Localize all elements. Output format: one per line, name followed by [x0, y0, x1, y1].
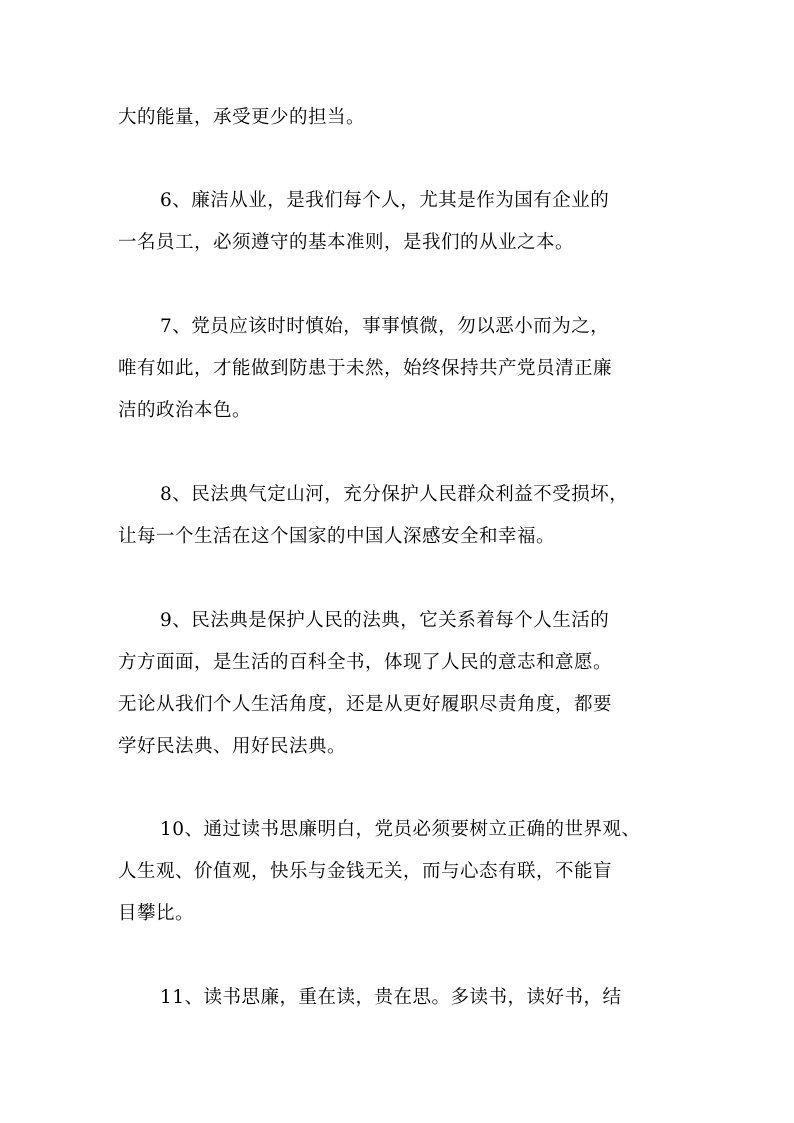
text-line: 7、党员应该时时慎始，事事慎微，勿以恶小而为之，: [160, 316, 610, 337]
text-line: 方方面面，是生活的百科全书，体现了人民的意志和意愿。: [118, 652, 613, 673]
text-line: 10、通过读书思廉明白，党员必须要树立正确的世界观、: [160, 819, 641, 840]
text-line: 学好民法典、用好民法典。: [118, 736, 347, 757]
text-line: 6、廉洁从业，是我们每个人，尤其是作为国有企业的: [160, 190, 610, 211]
text-line: 人生观、价值观，快乐与金钱无关，而与心态有联，不能盲: [118, 861, 613, 882]
text-line: 8、民法典气定山河，充分保护人民群众利益不受损坏，: [160, 484, 629, 505]
text-line: 无论从我们个人生活角度，还是从更好履职尽责角度，都要: [118, 694, 613, 715]
text-line: 9、民法典是保护人民的法典，它关系着每个人生活的: [160, 610, 610, 631]
text-line: 洁的政治本色。: [118, 400, 252, 421]
text-line: 大的能量，承受更少的担当。: [118, 107, 366, 128]
text-line: 目攀比。: [118, 903, 195, 924]
text-line: 11、读书思廉，重在读，贵在思。多读书，读好书，结: [160, 987, 622, 1008]
text-line: 唯有如此，才能做到防患于未然，始终保持共产党员清正廉: [118, 358, 613, 379]
text-line: 一名员工，必须遵守的基本准则，是我们的从业之本。: [118, 232, 575, 253]
text-line: 让每一个生活在这个国家的中国人深感安全和幸福。: [118, 526, 556, 547]
